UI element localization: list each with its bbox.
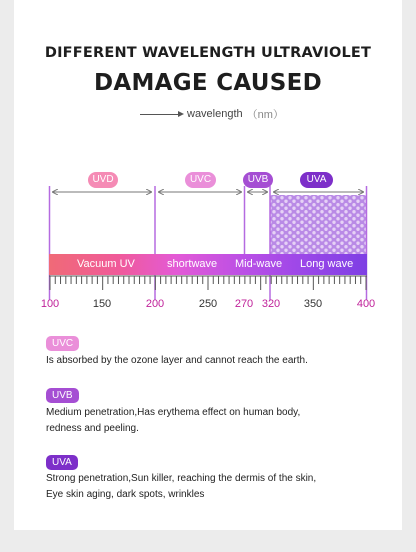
tick-label-200: 200 bbox=[145, 298, 165, 310]
legend-uva-line-2: Eye skin aging, dark spots, wrinkles bbox=[46, 489, 205, 500]
tick-label-100: 100 bbox=[40, 298, 60, 310]
wavelength-unit: （nm） bbox=[246, 109, 284, 121]
legend-badge-uva: UVA bbox=[46, 455, 78, 470]
legend-badge-uvc: UVC bbox=[46, 336, 79, 351]
tick-label-350: 350 bbox=[303, 298, 323, 310]
legend-uvb-line-1: Medium penetration,Has erythema effect on human body, bbox=[46, 407, 301, 418]
tick-label-320: 320 bbox=[261, 298, 281, 310]
pill-uvb: UVB bbox=[243, 172, 273, 188]
legend-text-uvc bbox=[46, 353, 376, 369]
legend-text-uva bbox=[46, 471, 376, 503]
band-label-vacuum-uv: Vacuum UV bbox=[77, 258, 135, 270]
tick-label-250: 250 bbox=[198, 298, 218, 310]
title-line-2: DAMAGE CAUSED bbox=[93, 70, 323, 96]
legend-text-uvb bbox=[46, 405, 376, 437]
title-line-1: DIFFERENT WAVELENGTH ULTRAVIOLET bbox=[44, 45, 372, 61]
legend-badge-uvb: UVB bbox=[46, 388, 79, 403]
band-label-shortwave: shortwave bbox=[167, 258, 218, 270]
tick-label-400: 400 bbox=[356, 298, 376, 310]
band-label-long-wave: Long wave bbox=[300, 258, 354, 270]
uva-hex-region bbox=[270, 195, 367, 254]
wavelength-label: wavelength bbox=[187, 108, 243, 120]
tick-label-270: 270 bbox=[234, 298, 254, 310]
band-label-mid-wave: Mid-wave bbox=[235, 258, 283, 270]
tick-label-150: 150 bbox=[92, 298, 112, 310]
axis-ticks bbox=[50, 276, 366, 290]
legend-uva-line-1: Strong penetration,Sun killer, reaching the dermis of the skin, bbox=[46, 473, 317, 484]
legend-uvb-line-2: redness and peeling. bbox=[46, 423, 139, 434]
pill-uva: UVA bbox=[300, 172, 333, 188]
legend-uvc-line-1: Is absorbed by the ozone layer and cannot reach the earth. bbox=[46, 355, 308, 366]
pill-uvd: UVD bbox=[88, 172, 118, 188]
pill-uvc: UVC bbox=[185, 172, 216, 188]
